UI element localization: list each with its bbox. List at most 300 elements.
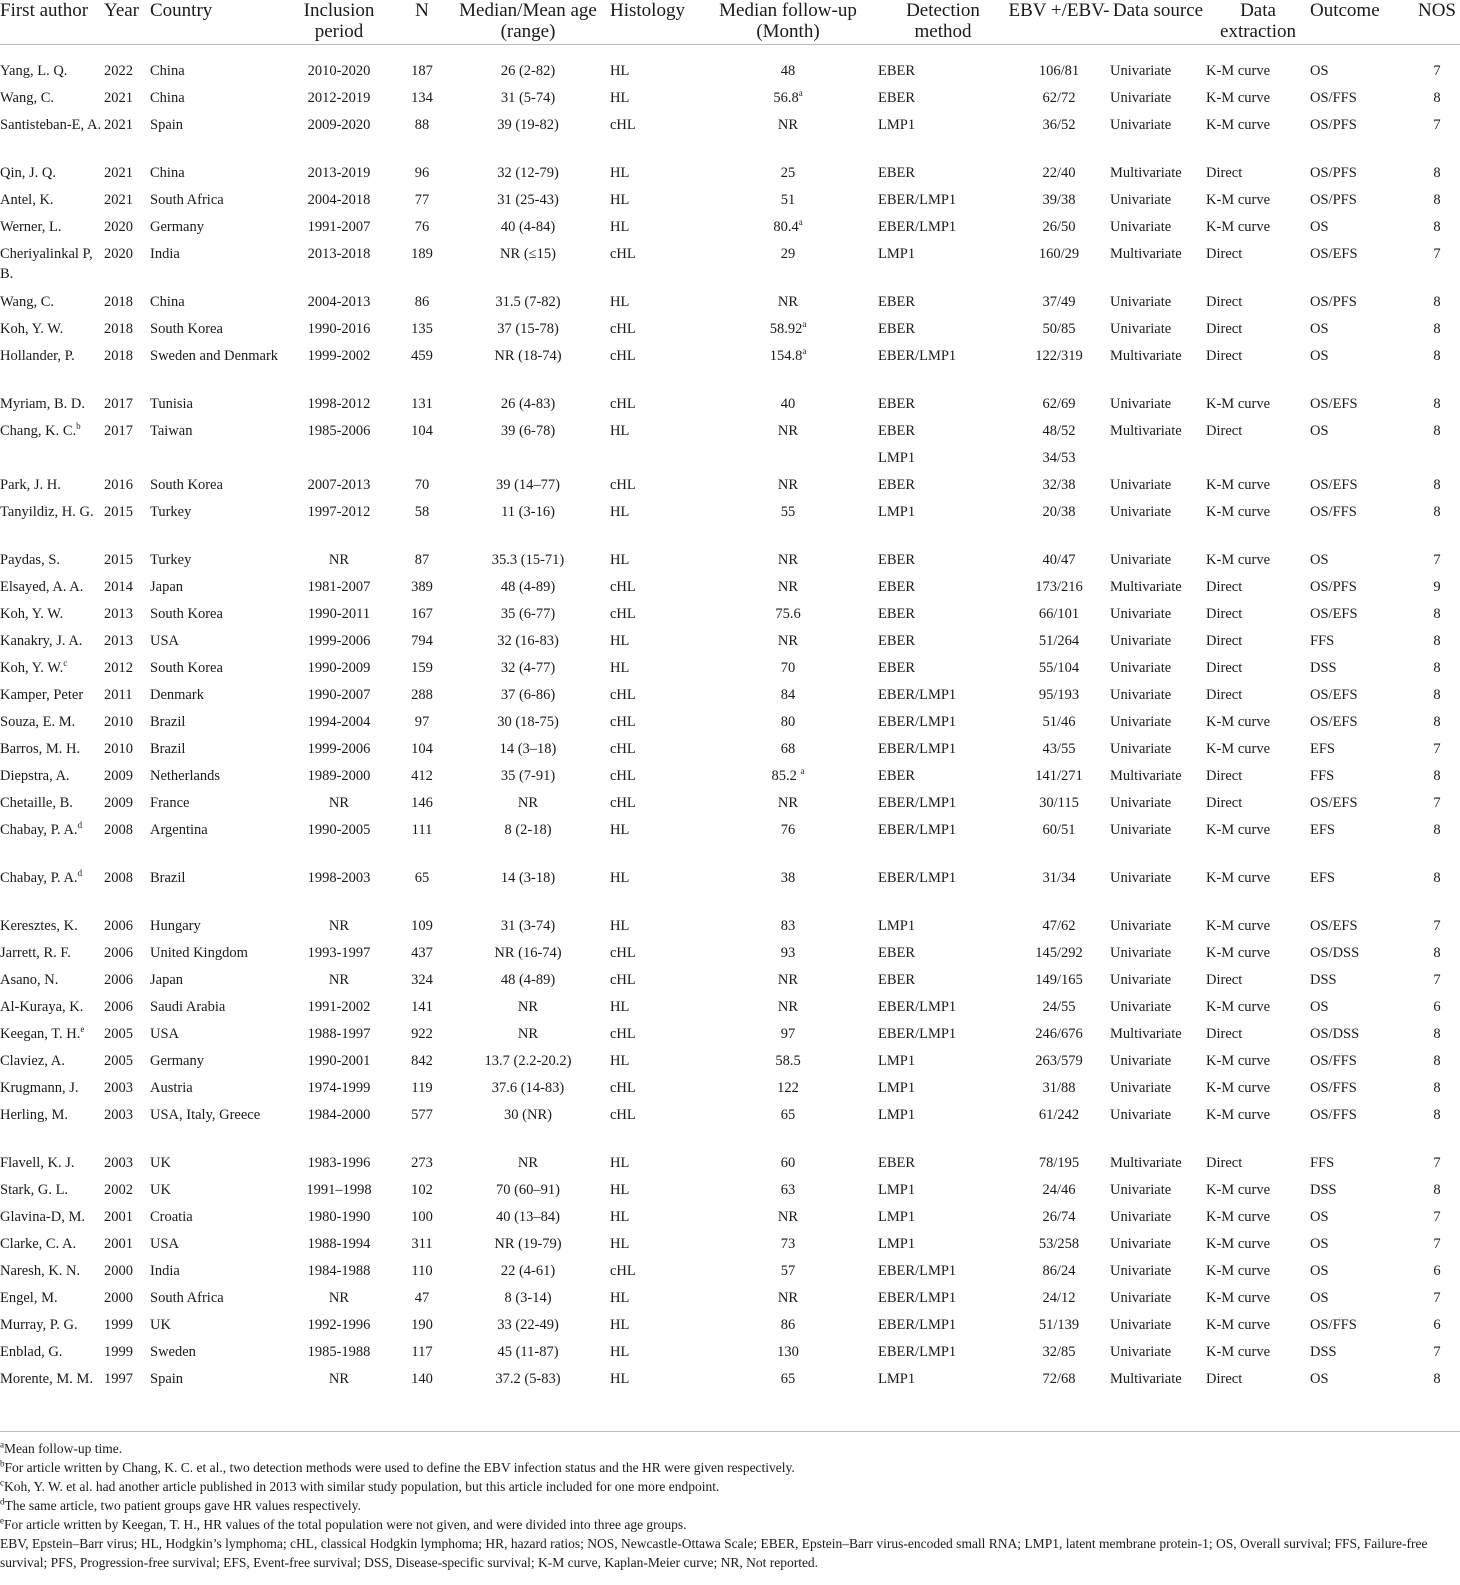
cell-nos: 6 [1433, 999, 1441, 1015]
cell-detection: EBER/LMP1 [878, 1290, 957, 1306]
cell-period: 1980-1990 [307, 1209, 371, 1225]
cell-detection: EBER/LMP1 [878, 1317, 957, 1333]
table-row [0, 217, 1460, 244]
cell-n: 100 [411, 1209, 433, 1225]
cell-year: 2018 [104, 294, 133, 310]
cell-author: Chabay, P. A.$^d$ [0, 820, 83, 838]
cell-nos: 8 [1433, 1080, 1441, 1096]
cell-n: 324 [411, 972, 433, 988]
cell-country: South Korea [150, 321, 223, 337]
cell-period: 1999-2006 [307, 633, 371, 649]
cell-year: 2015 [104, 552, 133, 568]
cell-followup: 38 [780, 870, 796, 886]
cell-author: Keegan, T. H.$^e$ [0, 1024, 85, 1042]
cell-ebv: 40/47 [1042, 552, 1076, 568]
cell-extraction: Direct [1206, 423, 1243, 439]
cell-age: 37 (6-86) [500, 687, 556, 703]
cell-year: 2000 [104, 1263, 133, 1279]
cell-detection: EBER/LMP1 [878, 999, 957, 1015]
cell-ebv: 43/55 [1042, 741, 1076, 757]
cell-n: 288 [411, 687, 433, 703]
cell-country: China [150, 294, 185, 310]
cell-author: Clarke, C. A. [0, 1236, 77, 1252]
cell-followup: 70 [780, 660, 796, 676]
cell-outcome: OS [1310, 1263, 1329, 1279]
cell-nos: 8 [1433, 1026, 1441, 1042]
cell-age: NR (≤15) [500, 246, 556, 262]
cell-ebv: 51/46 [1042, 714, 1076, 730]
cell-outcome: OS/EFS [1310, 687, 1358, 703]
cell-followup: NR [777, 1209, 799, 1225]
cell-year: 2000 [104, 1290, 133, 1306]
cell-country: Taiwan [150, 423, 193, 439]
cell-outcome: OS [1310, 321, 1329, 337]
table-row [0, 475, 1460, 502]
cell-histology: HL [610, 504, 630, 520]
cell-source: Univariate [1110, 117, 1172, 133]
cell-year: 2014 [104, 579, 133, 595]
cell-source: Univariate [1110, 1263, 1172, 1279]
cell-country: Tunisia [150, 396, 193, 412]
footnote: $^d$The same article, two patient groups gave HR values respectively. [0, 1496, 361, 1513]
cell-age: 33 (22-49) [497, 1317, 559, 1333]
cell-nos: 8 [1433, 165, 1441, 181]
cell-year: 2021 [104, 117, 133, 133]
cell-detection: LMP1 [878, 504, 916, 520]
cell-author: Elsayed, A. A. [0, 579, 84, 595]
cell-period: 1990-2009 [307, 660, 371, 676]
cell-n: 102 [411, 1182, 433, 1198]
cell-age: 22 (4-61) [500, 1263, 556, 1279]
cell-outcome: FFS [1310, 1155, 1335, 1171]
cell-followup: 40 [780, 396, 796, 412]
cell-source: Univariate [1110, 1107, 1172, 1123]
cell-country: USA [150, 633, 180, 649]
cell-year: 2011 [104, 687, 133, 703]
cell-extraction: Direct [1206, 1155, 1243, 1171]
cell-histology: cHL [610, 714, 636, 730]
cell-detection: LMP1 [878, 918, 916, 934]
cell-source: Univariate [1110, 321, 1172, 337]
cell-n: 88 [414, 117, 430, 133]
cell-source: Multivariate [1110, 1026, 1182, 1042]
cell-nos: 8 [1433, 423, 1441, 439]
cell-outcome: DSS [1310, 660, 1337, 676]
cell-source: Univariate [1110, 714, 1172, 730]
cell-year: 2020 [104, 246, 133, 262]
cell-detection: EBER [878, 633, 916, 649]
table-row [0, 916, 1460, 943]
cell-histology: cHL [610, 795, 636, 811]
cell-detection: EBER/LMP1 [878, 687, 957, 703]
cell-period: 1991-2002 [307, 999, 371, 1015]
cell-author: Chabay, P. A.$^d$ [0, 868, 83, 886]
table-row [0, 45, 1460, 89]
cell-period: 1984-2000 [307, 1107, 371, 1123]
cell-histology: HL [610, 1371, 630, 1387]
cell-histology: HL [610, 219, 630, 235]
cell-detection: LMP1 [878, 1080, 916, 1096]
cell-n: 187 [398, 45, 446, 89]
cell-outcome: OS [1310, 423, 1329, 439]
cell-period: 1981-2007 [307, 579, 371, 595]
cell-followup: NR [777, 972, 799, 988]
footnote-marker: d [77, 868, 83, 879]
cell-source: Univariate [1110, 972, 1172, 988]
cell-country: Brazil [150, 870, 186, 886]
cell-year: 2022 [104, 45, 150, 89]
cell-ebv: 34/53 [1042, 450, 1076, 466]
table-body [0, 45, 1460, 1397]
table-row [0, 244, 1460, 292]
cell-period: NR [328, 1290, 350, 1306]
cell-detection: EBER/LMP1 [878, 219, 957, 235]
cell-age: 40 (4-84) [500, 219, 556, 235]
cell-country: South Korea [150, 477, 223, 493]
cell-followup: 80.4$^a$ [773, 217, 803, 235]
cell-source: Multivariate [1110, 423, 1182, 439]
cell-extraction: K-M curve [1206, 1290, 1271, 1306]
cell-country: India [150, 1263, 180, 1279]
cell-ebv: 53/258 [1038, 1236, 1080, 1252]
cell-ebv: 66/101 [1038, 606, 1080, 622]
cell-year: 2021 [104, 192, 133, 208]
cell-extraction: K-M curve [1206, 945, 1271, 961]
cell-detection: EBER [878, 423, 916, 439]
cell-detection: LMP1 [878, 1107, 916, 1123]
cell-period: 1992-1996 [307, 1317, 371, 1333]
cell-period: 1985-2006 [307, 423, 371, 439]
cell-period: 1990-2016 [307, 321, 371, 337]
cell-n: 109 [411, 918, 433, 934]
column-header: Year [104, 0, 140, 21]
column-header: Data extraction [1220, 0, 1296, 42]
cell-source: Univariate [1110, 660, 1172, 676]
cell-age: NR [517, 999, 539, 1015]
cell-author: Koh, Y. W. [0, 321, 64, 337]
cell-followup: 56.8$^a$ [773, 88, 803, 106]
cell-ebv: 37/49 [1042, 294, 1076, 310]
cell-followup: 29 [780, 246, 796, 262]
cell-extraction: K-M curve [1206, 1344, 1271, 1360]
abbreviations-note: EBV, Epstein–Barr virus; HL, Hodgkin’s lymphoma; cHL, classical Hodgkin lymphoma; HR, hazard ratios; NOS, Newcastle-Ottawa Scale; EBER, Epstein–Barr virus-encoded small RNA; LMP1, latent membrane protein-1; OS, Overall survival; FFS, Failure-free survival; PFS, Progression-free survival; EFS, Event-free survival; DSS, Disease-specific survival; K-M curve, Kaplan-Meier curve; NR, Not reported. [0, 1536, 1428, 1570]
cell-nos: 8 [1433, 687, 1441, 703]
cell-outcome: OS/PFS [1310, 192, 1357, 208]
cell-author: Tanyildiz, H. G. [0, 504, 94, 520]
cell-outcome: EFS [1310, 741, 1335, 757]
cell-histology: cHL [610, 741, 636, 757]
cell-histology: cHL [610, 348, 636, 364]
cell-author: Krugmann, J. [0, 1080, 79, 1096]
cell-period: 1974-1999 [307, 1080, 371, 1096]
table-row [0, 88, 1460, 115]
cell-age: NR (19-79) [494, 1236, 562, 1252]
cell-nos: 9 [1433, 579, 1441, 595]
cell-n: 794 [411, 633, 433, 649]
cell-age: 48 (4-89) [500, 579, 556, 595]
cell-n: 140 [411, 1371, 433, 1387]
table-row [0, 1078, 1460, 1105]
table-row [0, 997, 1460, 1024]
cell-extraction: K-M curve [1206, 741, 1271, 757]
cell-nos: 7 [1433, 552, 1441, 568]
column-header: Histology [610, 0, 685, 21]
cell-period: NR [328, 918, 350, 934]
footnote-marker: a [798, 88, 803, 99]
cell-outcome: OS [1310, 1290, 1329, 1306]
cell-outcome: OS [1310, 45, 1414, 89]
cell-period: 1991–1998 [306, 1182, 372, 1198]
table-row [0, 766, 1460, 793]
cell-outcome: OS/DSS [1310, 945, 1360, 961]
table-row [0, 1288, 1460, 1315]
cell-detection: LMP1 [878, 450, 916, 466]
cell-histology: cHL [610, 768, 636, 784]
table-row [0, 1180, 1460, 1207]
cell-followup: 76 [780, 822, 796, 838]
cell-source: Univariate [1110, 795, 1172, 811]
cell-ebv: 22/40 [1042, 165, 1076, 181]
table-row [0, 631, 1460, 658]
cell-detection: EBER [878, 552, 916, 568]
cell-age: 35.3 (15-71) [491, 552, 565, 568]
cell-followup: NR [777, 579, 799, 595]
cell-age: NR [517, 795, 539, 811]
cell-extraction: Direct [1206, 606, 1243, 622]
cell-extraction: K-M curve [1206, 477, 1271, 493]
cell-outcome: OS/FFS [1310, 1107, 1357, 1123]
cell-source: Univariate [1110, 687, 1172, 703]
cell-country: Spain [150, 117, 184, 133]
cell-period: NR [328, 972, 350, 988]
cell-followup: 51 [780, 192, 796, 208]
cell-year: 2001 [104, 1236, 133, 1252]
cell-histology: cHL [610, 579, 636, 595]
table-row [0, 550, 1460, 577]
cell-ebv: 141/271 [1035, 768, 1083, 784]
column-header: N [415, 0, 429, 21]
cell-author: Kanakry, J. A. [0, 633, 83, 649]
cell-country: Sweden [150, 1344, 196, 1360]
cell-period: 1998-2003 [307, 870, 371, 886]
cell-histology: HL [610, 1317, 630, 1333]
cell-source [1110, 448, 1206, 475]
cell-year: 2015 [104, 504, 133, 520]
table-row [0, 1315, 1460, 1342]
cell-nos: 8 [1433, 504, 1441, 520]
cell-period: 1983-1996 [307, 1155, 371, 1171]
cell-detection: EBER [878, 396, 916, 412]
cell-detection: EBER/LMP1 [878, 1344, 957, 1360]
cell-age: 37 (15-78) [497, 321, 559, 337]
cell-country: Turkey [150, 552, 192, 568]
cell-age: 37.2 (5-83) [495, 1371, 561, 1387]
cell-age: 26 (4-83) [500, 396, 556, 412]
cell-histology: cHL [610, 477, 636, 493]
footnote: $^c$Koh, Y. W. et al. had another article published in 2013 with similar study population, but this article included for one more endpoint. [0, 1477, 720, 1494]
footnote-marker: c [63, 658, 68, 669]
cell-country: Brazil [150, 714, 186, 730]
cell-detection: LMP1 [878, 1236, 916, 1252]
cell-source: Multivariate [1110, 768, 1182, 784]
cell-ebv: 32/85 [1042, 1344, 1076, 1360]
cell-outcome: EFS [1310, 822, 1335, 838]
cell-author: Asano, N. [0, 972, 59, 988]
cell-histology: HL [610, 165, 630, 181]
cell-nos: 7 [1433, 246, 1441, 262]
cell-age: NR [517, 1026, 539, 1042]
cell-extraction: K-M curve [1206, 45, 1310, 89]
table-row [0, 868, 1460, 916]
cell-ebv: 32/38 [1042, 477, 1076, 493]
cell-source: Multivariate [1110, 1371, 1182, 1387]
cell-age: 30 (18-75) [497, 714, 559, 730]
cell-country: UK [150, 1182, 171, 1198]
cell-detection: EBER/LMP1 [878, 192, 957, 208]
cell-year: 2005 [104, 1053, 133, 1069]
cell-author: Jarrett, R. F. [0, 945, 71, 961]
cell-age: NR [517, 1155, 539, 1171]
cell-histology: cHL [610, 321, 636, 337]
table-header [0, 0, 1460, 45]
cell-nos: 7 [1433, 117, 1441, 133]
cell-followup [698, 448, 878, 475]
cell-outcome: OS [1310, 1236, 1329, 1252]
cell-period: 1997-2012 [307, 504, 371, 520]
cell-histology: cHL [610, 117, 636, 133]
cell-country: Croatia [150, 1209, 193, 1225]
cell-year: 2002 [104, 1182, 133, 1198]
cell-period: 1988-1997 [307, 1026, 371, 1042]
cell-histology: cHL [610, 945, 636, 961]
cell-detection: EBER/LMP1 [878, 822, 957, 838]
cell-year: 2021 [104, 90, 133, 106]
cell-followup: 55 [780, 504, 796, 520]
cell-histology: HL [610, 45, 698, 89]
cell-followup: 93 [780, 945, 796, 961]
cell-source: Univariate [1110, 1344, 1172, 1360]
cell-outcome: OS [1310, 1209, 1329, 1225]
cell-extraction: K-M curve [1206, 870, 1271, 886]
cell-nos: 8 [1433, 192, 1441, 208]
cell-followup: NR [777, 999, 799, 1015]
cell-source: Multivariate [1110, 246, 1182, 262]
cell-outcome: OS [1310, 999, 1329, 1015]
column-header: Median/Mean age (range) [459, 0, 597, 42]
column-header: EBV +/EBV- [1008, 0, 1110, 21]
cell-source: Univariate [1110, 504, 1172, 520]
cell-country: Japan [150, 579, 184, 595]
cell-outcome: OS/PFS [1310, 579, 1357, 595]
cell-nos: 8 [1433, 660, 1441, 676]
cell-extraction: Direct [1206, 246, 1243, 262]
cell-source: Univariate [1110, 1290, 1172, 1306]
cell-histology: cHL [610, 972, 636, 988]
cell-year: 2013 [104, 633, 133, 649]
cell-age: 13.7 (2.2-20.2) [484, 1053, 572, 1069]
cell-followup: 73 [780, 1236, 796, 1252]
cell-period: 1990-2001 [307, 1053, 371, 1069]
cell-n: 842 [411, 1053, 433, 1069]
cell-extraction: K-M curve [1206, 552, 1271, 568]
cell-age: 8 (3-14) [504, 1290, 552, 1306]
cell-outcome: OS/EFS [1310, 396, 1358, 412]
cell-extraction: Direct [1206, 633, 1243, 649]
cell-detection: EBER/LMP1 [878, 795, 957, 811]
cell-n: 104 [411, 423, 433, 439]
cell-source: Univariate [1110, 870, 1172, 886]
cell-followup: NR [777, 294, 799, 310]
cell-extraction: Direct [1206, 795, 1243, 811]
cell-author: Barros, M. H. [0, 741, 81, 757]
table-row [0, 448, 1460, 475]
cell-detection: LMP1 [878, 1371, 916, 1387]
table-row [0, 793, 1460, 820]
cell-ebv: 24/46 [1042, 1182, 1076, 1198]
cell-country: Hungary [150, 918, 201, 934]
cell-age: 32 (12-79) [497, 165, 559, 181]
cell-detection: EBER/LMP1 [878, 1026, 957, 1042]
cell-age: 11 (3-16) [501, 504, 555, 520]
cell-n: 134 [411, 90, 433, 106]
footnote: $^e$For article written by Keegan, T. H., HR values of the total population were not given, and were divided into three age groups. [0, 1515, 687, 1532]
cell-author: Stark, G. L. [0, 1182, 69, 1198]
cell-author: Glavina-D, M. [0, 1209, 85, 1225]
cell-ebv: 86/24 [1042, 1263, 1076, 1279]
cell-detection: EBER/LMP1 [878, 1263, 957, 1279]
cell-histology: HL [610, 870, 630, 886]
cell-age: 31 (25-43) [497, 192, 559, 208]
cell-country: Brazil [150, 741, 186, 757]
cell-followup: 75.6 [775, 606, 801, 622]
cell-followup: 122 [777, 1080, 799, 1096]
cell-year: 2006 [104, 999, 133, 1015]
footnote-marker: d [77, 820, 83, 831]
cell-n: 412 [411, 768, 433, 784]
table-row [0, 346, 1460, 394]
cell-year: 2010 [104, 741, 133, 757]
cell-extraction: K-M curve [1206, 396, 1271, 412]
cell-ebv: 24/12 [1042, 1290, 1076, 1306]
cell-age [446, 448, 610, 475]
cell-histology: cHL [610, 606, 636, 622]
cell-source: Univariate [1110, 1317, 1172, 1333]
cell-country [150, 448, 280, 475]
cell-nos: 8 [1433, 1371, 1441, 1387]
cell-author: Wang, C. [0, 294, 55, 310]
cell-source: Univariate [1110, 45, 1206, 89]
cell-n: 577 [411, 1107, 433, 1123]
table-row [0, 1153, 1460, 1180]
table-row [0, 1105, 1460, 1153]
cell-nos: 8 [1433, 294, 1441, 310]
cell-histology: HL [610, 90, 630, 106]
cell-histology: HL [610, 660, 630, 676]
cell-ebv: 263/579 [1035, 1053, 1083, 1069]
table-row [0, 739, 1460, 766]
cell-author: Murray, P. G. [0, 1317, 78, 1333]
cell-period: 1985-1988 [307, 1344, 371, 1360]
cell-author: Herling, M. [0, 1107, 69, 1123]
cell-extraction: K-M curve [1206, 117, 1271, 133]
cell-nos: 8 [1433, 945, 1441, 961]
cell-n: 922 [411, 1026, 433, 1042]
cell-author: Naresh, K. N. [0, 1263, 81, 1279]
table-row [0, 658, 1460, 685]
cell-extraction: Direct [1206, 579, 1243, 595]
table-row [0, 604, 1460, 631]
cell-histology: cHL [610, 1263, 636, 1279]
